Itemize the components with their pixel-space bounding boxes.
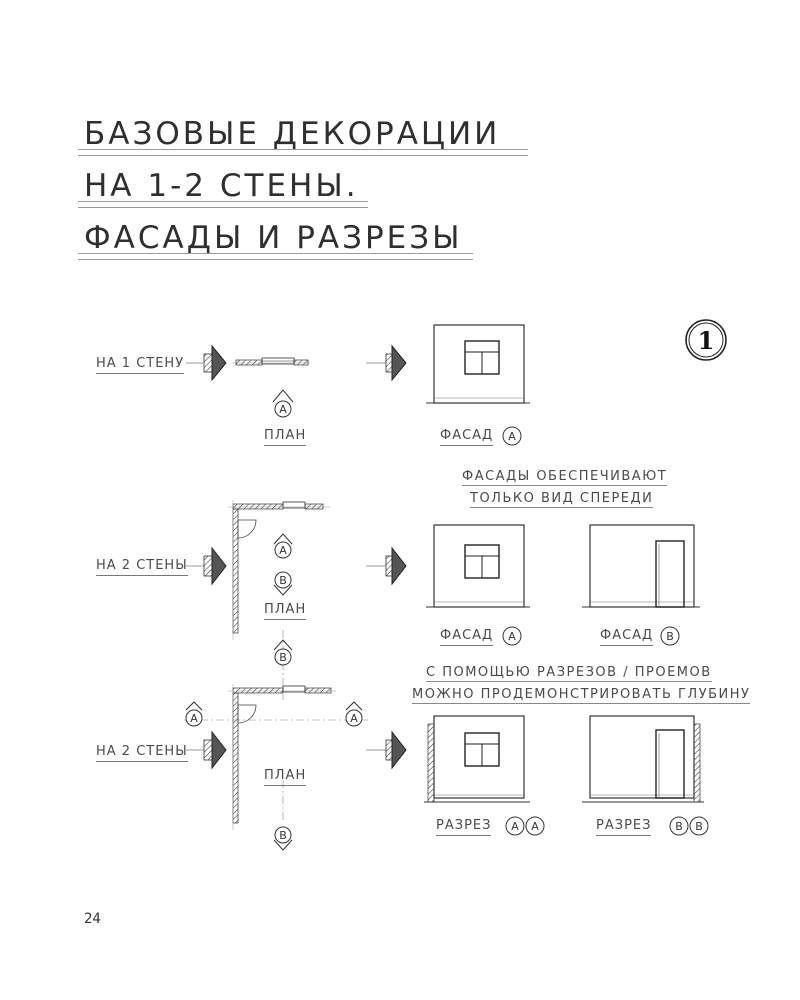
section-number-badge bbox=[686, 320, 726, 360]
badge-number: 1 bbox=[697, 326, 715, 355]
marker-letter: B bbox=[695, 820, 703, 833]
row2-facade-a bbox=[426, 525, 530, 607]
marker-letter: B bbox=[279, 574, 287, 587]
page-number: 24 bbox=[84, 911, 101, 927]
marker-letter: B bbox=[675, 820, 683, 833]
row3-section-b-label: РАЗРЕЗ bbox=[596, 818, 651, 836]
row2-plan-label: ПЛАН bbox=[264, 602, 306, 620]
row3-arrow-right bbox=[366, 732, 406, 768]
title-text-3: ФАСАДЫ И РАЗРЕЗЫ bbox=[84, 220, 463, 256]
row3-plan bbox=[228, 684, 336, 830]
row1-arrow-left bbox=[186, 346, 226, 380]
row3-label: НА 2 СТЕНЫ bbox=[96, 744, 188, 762]
row2-facade-b bbox=[582, 525, 700, 607]
row2-facade-b-marker bbox=[661, 627, 679, 645]
row3-plan-label: ПЛАН bbox=[264, 768, 306, 786]
row1-plan-label: ПЛАН bbox=[264, 428, 306, 446]
row1-facade bbox=[426, 325, 530, 403]
row3-section-a-label: РАЗРЕЗ bbox=[436, 818, 491, 836]
title-text-2: НА 1-2 СТЕНЫ. bbox=[84, 168, 359, 204]
row1-facade-label: ФАСАД bbox=[440, 428, 493, 446]
row3-arrow-left bbox=[186, 732, 226, 768]
note1-line2: ТОЛЬКО ВИД СПЕРЕДИ bbox=[470, 491, 654, 506]
marker-letter: B bbox=[666, 630, 674, 643]
title-text-1: БАЗОВЫЕ ДЕКОРАЦИИ bbox=[84, 116, 501, 152]
row3-section-a bbox=[424, 716, 530, 802]
row3-section-b-markers bbox=[670, 817, 708, 835]
marker-letter: B bbox=[279, 829, 287, 842]
marker-letter: A bbox=[279, 544, 287, 557]
row2-plan-markers bbox=[274, 534, 292, 595]
row3-section-b bbox=[582, 716, 704, 802]
note2-line2: МОЖНО ПРОДЕМОНСТРИРОВАТЬ ГЛУБИНУ bbox=[412, 687, 751, 702]
marker-letter: A bbox=[511, 820, 519, 833]
marker-letter: A bbox=[279, 403, 287, 416]
marker-letter: A bbox=[350, 712, 358, 725]
row1-label: НА 1 СТЕНУ bbox=[96, 356, 184, 374]
row2-facade-a-marker bbox=[503, 627, 521, 645]
row1-plan-marker bbox=[273, 390, 293, 417]
row2-label: НА 2 СТЕНЫ bbox=[96, 558, 188, 576]
row2-arrow-right bbox=[366, 548, 406, 584]
row1-plan-wall bbox=[232, 358, 310, 365]
row1-facade-marker bbox=[503, 427, 521, 445]
row2-arrow-left bbox=[186, 548, 226, 584]
marker-letter: A bbox=[190, 712, 198, 725]
marker-letter: B bbox=[279, 651, 287, 664]
row3-side-markers bbox=[184, 702, 370, 726]
note2-line1: С ПОМОЩЬЮ РАЗРЕЗОВ / ПРОЕМОВ bbox=[426, 665, 712, 680]
row3-section-a-markers bbox=[506, 817, 544, 835]
marker-letter: A bbox=[508, 430, 516, 443]
marker-letter: A bbox=[531, 820, 539, 833]
marker-letter: A bbox=[508, 630, 516, 643]
row2-facade-b-label: ФАСАД bbox=[600, 628, 653, 646]
row2-facade-a-label: ФАСАД bbox=[440, 628, 493, 646]
row3-bottom-marker bbox=[274, 827, 292, 850]
row1-arrow-right bbox=[366, 346, 406, 380]
note1-line1: ФАСАДЫ ОБЕСПЕЧИВАЮТ bbox=[462, 469, 668, 484]
